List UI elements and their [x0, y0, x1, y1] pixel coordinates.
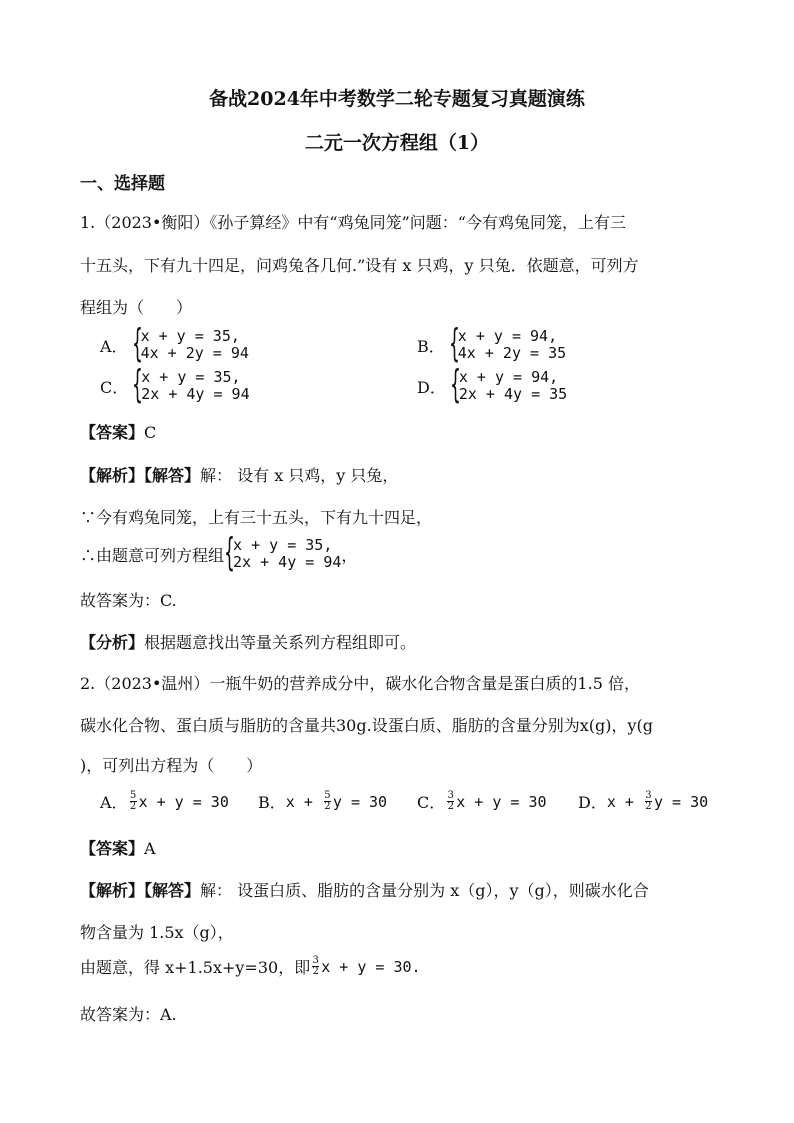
numerator: 3	[645, 790, 652, 801]
q1-text-line3: 程组为（ ）	[80, 298, 193, 317]
section-heading: 一、选择题	[80, 174, 165, 194]
answer-value: C	[144, 423, 157, 442]
q2-analysis-line3	[80, 955, 421, 978]
analysis-text: 解： 设蛋白质、脂肪的含量分别为 x（g），y（g），则碳水化合	[200, 881, 649, 900]
answer-value: A	[144, 839, 156, 858]
q2-answer	[80, 836, 156, 859]
option-label: C．	[100, 377, 129, 397]
denominator: 2	[312, 966, 319, 977]
equation: 2x + 4y = 94	[141, 385, 250, 403]
q1-analysis-line2: ∵今有鸡兔同笼，上有三十五头，下有九十四足，	[80, 508, 433, 527]
brace-icon: {	[449, 362, 461, 406]
equation-system	[448, 321, 567, 365]
q2-option-b[interactable]	[258, 790, 387, 813]
analysis-expr: x + y = 30.	[321, 957, 421, 976]
q1-text-line2: 十五头，下有九十四足，问鸡兔各几何.”设有 x 只鸡，y 只兔．依题意，可列方	[80, 256, 639, 275]
fraction	[324, 791, 331, 812]
option-label: B．	[258, 793, 286, 812]
equation-system	[131, 321, 249, 365]
q1-option-d[interactable]	[417, 362, 568, 406]
brace-icon: {	[132, 362, 144, 406]
analysis-text: 解： 设有 x 只鸡，y 只兔，	[200, 466, 399, 485]
analysis-text: ∴由题意可列方程组	[80, 545, 225, 565]
denominator: 2	[447, 801, 454, 812]
q2-text-line2: 碳水化合物、蛋白质与脂肪的含量共30g.设蛋白质、脂肪的含量分别为x(g)，y(g	[80, 716, 653, 735]
q1-answer	[80, 420, 156, 443]
fenxi-text: 根据题意找出等量关系列方程组即可。	[144, 633, 417, 652]
q1-option-c[interactable]	[100, 362, 250, 406]
document-title: 备战2024年中考数学二轮专题复习真题演练	[209, 88, 585, 110]
numerator: 5	[129, 790, 137, 801]
numerator: 3	[447, 790, 454, 801]
analysis-label: 【解析】【解答】	[80, 881, 201, 900]
expr-post: x + y = 30	[138, 792, 229, 811]
q1-analysis-line1	[80, 463, 398, 486]
expr-post: x + y = 30	[456, 792, 547, 811]
equation-system	[449, 362, 568, 406]
q1-option-b[interactable]	[417, 321, 567, 365]
q2-analysis-line2: 物含量为 1.5x（g），	[80, 923, 234, 942]
q1-text-line1: 1.（2023•衡阳）《孙子算经》中有“鸡兔同笼”问题：“今有鸡兔同笼，上有三	[80, 213, 626, 232]
equation-system	[132, 362, 250, 406]
option-label: A．	[100, 336, 128, 356]
analysis-suffix: ，	[341, 545, 358, 565]
q2-conclusion: 故答案为：A.	[80, 1005, 177, 1024]
fraction	[130, 791, 137, 812]
brace-icon: {	[224, 530, 235, 574]
q2-option-c[interactable]	[417, 790, 547, 813]
q2-option-a[interactable]	[100, 790, 229, 813]
equation: x + y = 35,	[140, 327, 240, 345]
fenxi-label: 【分析】	[80, 633, 145, 652]
equation: 2x + 4y = 35	[458, 385, 568, 403]
numerator: 3	[312, 955, 319, 966]
equation-system	[224, 530, 342, 574]
denominator: 2	[324, 801, 331, 812]
expr-post: y = 30	[653, 792, 709, 811]
denominator: 2	[129, 801, 137, 812]
analysis-text: 由题意，得 x+1.5x+y=30，即	[80, 958, 311, 977]
q1-analysis-line3	[80, 530, 358, 574]
brace-icon: {	[131, 321, 143, 365]
q1-option-a[interactable]	[100, 321, 249, 365]
option-label: A．	[100, 793, 128, 812]
fraction	[447, 791, 454, 812]
answer-label: 【答案】	[80, 839, 145, 858]
fraction	[645, 791, 652, 812]
option-label: B．	[417, 336, 445, 356]
answer-label: 【答案】	[80, 423, 145, 442]
equation: 4x + 2y = 94	[140, 344, 249, 362]
equation: 2x + 4y = 94	[233, 553, 342, 571]
fraction	[312, 956, 319, 977]
q2-analysis-line1	[80, 878, 649, 901]
denominator: 2	[645, 801, 652, 812]
equation: x + y = 94,	[458, 368, 559, 386]
q1-conclusion: 故答案为：C.	[80, 591, 177, 610]
equation: x + y = 35,	[233, 536, 333, 554]
analysis-label: 【解析】【解答】	[80, 466, 201, 485]
brace-icon: {	[448, 321, 460, 365]
numerator: 5	[324, 790, 331, 801]
option-label: D．	[578, 793, 607, 812]
equation: x + y = 35,	[141, 368, 241, 386]
expr-pre: x +	[285, 792, 322, 811]
q1-fenxi	[80, 630, 416, 653]
q2-text-line1: 2.（2023•温州）一瓶牛奶的营养成分中，碳水化合物含量是蛋白质的1.5 倍，	[80, 674, 640, 693]
equation: x + y = 94,	[457, 327, 558, 345]
expr-pre: x +	[606, 792, 643, 811]
equation: 4x + 2y = 35	[457, 344, 567, 362]
option-label: C．	[417, 793, 446, 812]
q2-option-d[interactable]	[578, 790, 708, 813]
option-label: D．	[417, 377, 446, 397]
document-subtitle: 二元一次方程组（1）	[304, 132, 490, 154]
q2-text-line3: )，可列出方程为（ ）	[80, 756, 263, 775]
expr-post: y = 30	[332, 792, 388, 811]
